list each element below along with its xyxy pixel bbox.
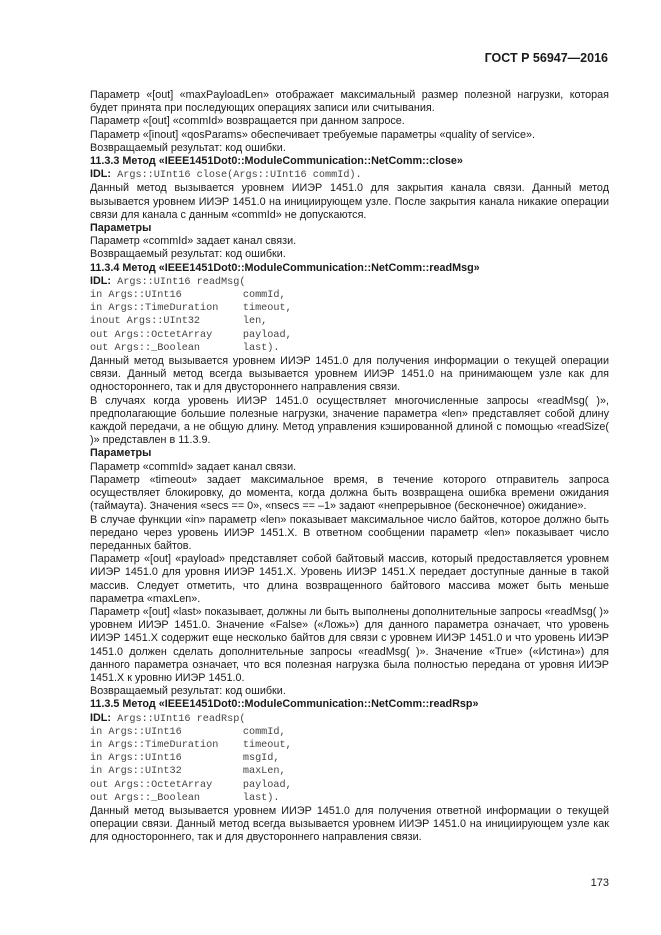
section-heading: 11.3.4 Метод «IEEE1451Dot0::ModuleCommunication::NetComm::readMsg»	[90, 261, 480, 274]
code-line: in Args::UInt16 msgId,	[90, 753, 280, 765]
idl-signature	[90, 712, 609, 726]
paragraph: Возвращаемый результат: код ошибки.	[90, 141, 286, 154]
paragraph: Данный метод вызывается уровнем ИИЭР 1451.0 для закрытия канала связи. Данный метод вызывается уровнем ИИЭР 1451.0 на инициирующем узле. После закрытия канала никакие операции связи для канала с данным «commId» не допускаются.	[90, 182, 609, 221]
code-line: inout Args::UInt32 len,	[90, 316, 268, 328]
idl-code: Args::UInt16 readRsp(	[111, 713, 246, 725]
idl-label: IDL:	[90, 711, 111, 724]
paragraph: В случае функции «in» параметр «len» показывает максимальное число байтов, которое должно быть передано через уровень ИИЭР 1451.X. В ответном сообщении параметр «len» показывает число переданных байтов.	[90, 513, 609, 552]
idl-code: Args::UInt16 readMsg(	[111, 276, 246, 288]
section-heading: Параметры	[90, 447, 152, 460]
code-line: out Args::_Boolean last).	[90, 342, 280, 354]
paragraph: Параметр «commId» задает канал связи.	[90, 235, 297, 248]
paragraph: Параметр «commId» задает канал связи.	[90, 460, 297, 473]
paragraph: Данный метод вызывается уровнем ИИЭР 1451.0 для получения ответной информации о текущей операции связи. Данный метод всегда вызывается уровнем ИИЭР 1451.0 на инициирующем узле как для одностороннего, так и для двустороннего направления связи.	[90, 804, 609, 844]
code-line: in Args::TimeDuration timeout,	[90, 303, 292, 315]
paragraph: Возвращаемый результат: код ошибки.	[90, 685, 286, 698]
paragraph: Данный метод вызывается уровнем ИИЭР 1451.0 для получения информации о текущей операции связи. Данный метод всегда вызывается уровнем ИИЭР 1451.0 на принимающем узле как для одностороннего, так и для двустороннего направления связи.	[90, 355, 609, 394]
section-heading: 11.3.3 Метод «IEEE1451Dot0::ModuleCommunication::NetComm::close»	[90, 155, 463, 168]
idl-label: IDL:	[90, 274, 111, 287]
paragraph: Параметр «[out] «payload» представляет собой байтовый массив, который предоставляется уровнем ИИЭР 1451.0 для уровня ИИЭР 1451.X. Уровень ИИЭР 1451.X передает доступные данные в такой массив. Следует отметить, что длина возвращенного байтового массива может быть меньше параметра «maxLen».	[90, 553, 609, 605]
paragraph: Параметр «[inout] «qosParams» обеспечивает требуемые параметры «quality of service».	[90, 128, 535, 141]
paragraph: Параметр «timeout» задает максимальное время, в течение которого отправитель запроса осуществляет блокировку, до момента, когда должна быть возвращена ошибка времени ожидания (таймаута). Значения «secs == 0», «nsecs == –1» задают «непрерывное (бесконечное) ожидание».	[90, 473, 609, 513]
paragraph: В случаях когда уровень ИИЭР 1451.0 осуществляет многочисленные запросы «readMsg( )», предполагающие большие полезные нагрузки, значение параметра «len» представляет собой длину каждой передачи, а не общую длину. Метод управления кэшированной длиной с помощью «readSize( )» представлен в 11.3.9.	[90, 394, 609, 447]
code-line: in Args::TimeDuration timeout,	[90, 739, 292, 751]
code-line: out Args::OctetArray payload,	[90, 329, 292, 341]
section-heading: Параметры	[90, 222, 152, 235]
idl-label: IDL:	[90, 168, 111, 181]
page-content	[90, 89, 609, 845]
page-number: 173	[590, 877, 609, 889]
paragraph: Возвращаемый результат: код ошибки.	[90, 248, 286, 261]
code-line: in Args::UInt16 commId,	[90, 290, 286, 302]
paragraph: Параметр «[out] «last» показывает, должны ли быть выполнены дополнительные запросы «readMsg( )» уровнем ИИЭР 1451.0. Значение «False» («Ложь») для данного параметра означает, что уровень ИИЭР 1451.X содержит еще несколько байтов для связи с уровнем ИИЭР 1451.0 и что уровень ИИЭР 1451.0 должен сделать дополнительные запросы «readMsg( )». Значение «True» («Истина») для данного параметра означает, что вся полезная нагрузка была полностью передана от уровня ИИЭР 1451.X к уровню ИИЭР 1451.0.	[90, 605, 609, 684]
idl-signature	[90, 168, 609, 182]
paragraph: Параметр «[out] «maxPayloadLen» отображает максимальный размер полезной нагрузки, которая будет принята при последующих операциях записи или считывания.	[90, 89, 609, 115]
idl-signature	[90, 275, 609, 289]
paragraph: Параметр «[out] «commId» возвращается при данном запросе.	[90, 115, 405, 128]
idl-code: Args::UInt16 close(Args::UInt16 commId).	[111, 170, 362, 182]
section-heading: 11.3.5 Метод «IEEE1451Dot0::ModuleCommunication::NetComm::readRsp»	[90, 698, 479, 711]
document-header: ГОСТ Р 56947—2016	[484, 51, 608, 65]
code-line: out Args::_Boolean last).	[90, 792, 280, 804]
code-line: in Args::UInt32 maxLen,	[90, 766, 286, 778]
code-line: in Args::UInt16 commId,	[90, 726, 286, 738]
code-line: out Args::OctetArray payload,	[90, 779, 292, 791]
